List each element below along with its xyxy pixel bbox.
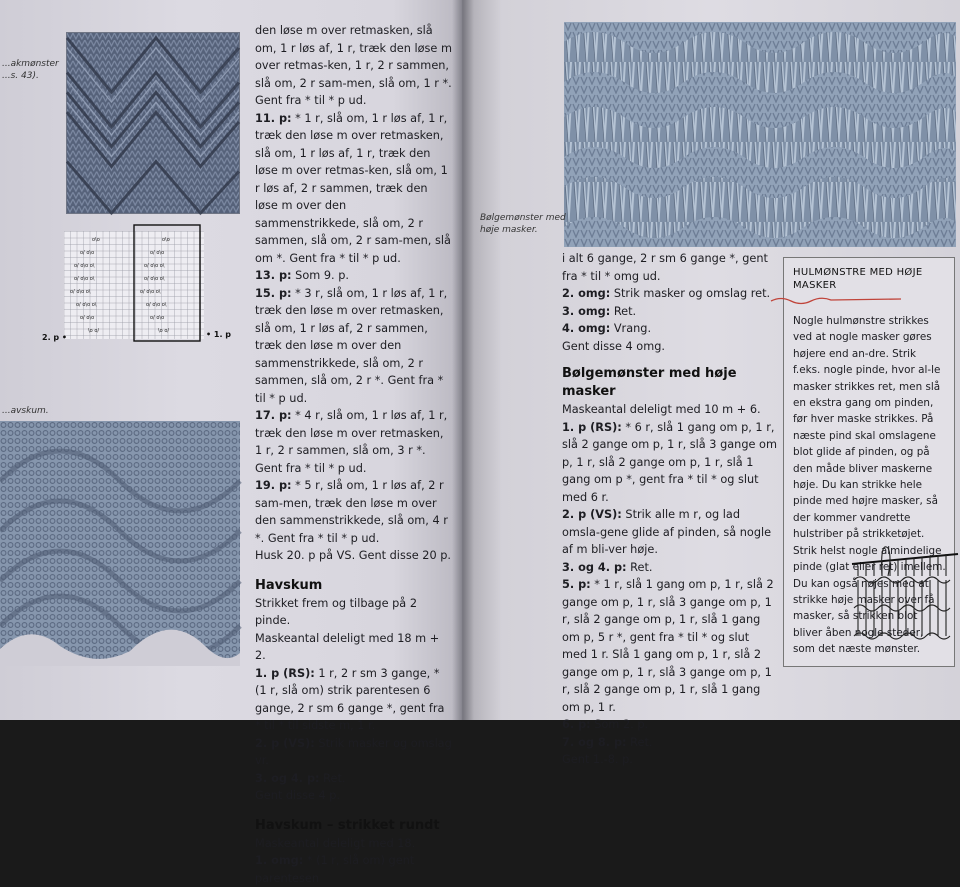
svg-text:o/ o\o o\: o/ o\o o\ xyxy=(144,263,165,269)
text-line: Maskeantal deleligt med 10 m + 6. xyxy=(562,403,761,416)
text-line: 7. og 8. p: Ret. xyxy=(562,735,653,749)
book-gutter xyxy=(452,0,474,720)
heading-havskum: Havskum xyxy=(255,577,323,593)
text-line: 4. omg: Vrang. xyxy=(562,322,652,335)
caption-bolgemonster: Bølgemønster med høje masker. xyxy=(480,213,566,235)
svg-text:o/ o\o: o/ o\o xyxy=(80,250,95,256)
text-line: 13. p: Som 9. p. xyxy=(255,269,349,282)
text-line: 11. p: * 1 r, slå om, 1 r løs af, 1 r, træk den løse m over retmasken, slå om, 1 r løs af, 1 r, træk den løse m over retmas-ken, slå om, 1 r løs af, 2 r sammen, træk den løse m over den sammenstrikkede, slå om, 2 r sammen, slå om, 2 r sam-men, slå om *. Gent fra * til * p ud. xyxy=(255,111,451,265)
havskum-swatch-photo xyxy=(0,421,240,666)
text-line: Maskeantal deleligt med 18 m + 2. xyxy=(255,631,440,662)
text-line: 17. p: * 4 r, slå om, 1 r løs af, 1 r, træk den løse m over retmasken, 1 r, 2 r sammen, slå om, 3 r *. Gent fra * til * p ud. xyxy=(255,409,448,475)
text-line: 3. og 4. p: Ret. xyxy=(562,560,653,574)
text-line: 3. omg: Ret. xyxy=(562,304,637,318)
left-page xyxy=(0,0,462,885)
svg-text:o/ o\o o\: o/ o\o o\ xyxy=(140,289,161,295)
knitting-symbol-chart xyxy=(64,225,204,340)
text-line: 2. p (VS): Strik alle m r, og lad omsla-gene glide af pinden, så nogle af m bli-ver høje. xyxy=(562,508,772,556)
text-line: 1. p (RS): * 6 r, slå 1 gang om p, 1 r, slå 2 gange om p, 1 r, slå 3 gange om p, 1 r, slå 2 gange om p, 1 r, slå 1 gang om p *, gent fra * til * og slut med 6 r. xyxy=(562,420,777,504)
svg-text:o/ o\o o\: o/ o\o o\ xyxy=(146,302,167,308)
svg-text:o/ o\o o\: o/ o\o o\ xyxy=(74,276,95,282)
chart-row-label-1: • 1. p xyxy=(206,330,232,339)
sidebar-heading: HULMØNSTRE MED HØJE MASKER xyxy=(793,267,923,291)
text-line: Gent disse 4 omg. xyxy=(562,339,665,353)
text-line: Gent disse 4 p. xyxy=(255,789,341,802)
svg-text:\o o/: \o o/ xyxy=(88,328,100,334)
squiggle-ornament xyxy=(771,295,901,305)
text-line: 1. p (RS): 1 r, 2 r sm 3 gange, * (1 r, slå om) strik parentesen 6 gange, 2 r sm 6 gange *, gent fra * til * til sidste m, 1 r. xyxy=(255,666,445,732)
svg-text:o/ o\o: o/ o\o xyxy=(80,315,95,321)
text-line: 3. og 4. p: Ret. xyxy=(255,771,346,785)
lace-swatch-photo xyxy=(66,32,240,214)
text-line: 6. p: Som 2. p. xyxy=(562,718,649,731)
svg-text:o/ o\o o\: o/ o\o o\ xyxy=(76,302,97,308)
sidebar-body: Nogle hulmønstre strikkes ved at nogle masker gøres højere end an-dre. Strik f.eks. nogle pinde, hvor al-le masker strikkes ret, men slå en ekstra gang om pinden, før hver maske strikkes. På næste pind skal omslagene blot glide af pinden, og på den måde bliver maskerne høje. Du kan strikke hele pinde med højre masker, så der kommer vandrette hulstriber på strikketøjet. Strik helst nogle almindelige pinde (glat eller ret) imellem. Du kan også nøjes med at strikke høje masker over få masker, så strikken blot bliver åben nogle steder, som det næste mønster. xyxy=(793,315,946,656)
text-line: Gent 1.-8. p. xyxy=(562,753,633,766)
svg-text:o/ o\o: o/ o\o xyxy=(150,315,165,321)
text-line: 19. p: * 5 r, slå om, 1 r løs af, 2 r sam-men, træk den løse m over den sammenstrikkede, slå om, 4 r *. Gent fra * til * p ud. xyxy=(255,479,448,545)
caption-top: ...akmønster ...s. 43). xyxy=(2,59,59,81)
heading-havskum-rundt: Havskum – strikket rundt xyxy=(255,817,440,833)
svg-text:o/ o\o o\: o/ o\o o\ xyxy=(144,276,165,282)
chart-row-label-2: 2. p • xyxy=(42,333,68,342)
heading-bolgemonster: Bølgemønster med høje masker xyxy=(562,366,737,399)
text-line: 5. p: * 1 r, slå 1 gang om p, 1 r, slå 2 gange om p, 1 r, slå 3 gange om p, 1 r, slå 2 gange om p, 1 r, slå 1 gang om p, 5 r *, gent fra * til * og slut med 1 r. Slå 1 gang om p, 1 r, slå 2 gange om p, 1 r, slå 3 gange om p, 1 r, slå 2 gange om p, 1 r, slå 1 gang om p, 1 r. xyxy=(562,578,774,714)
svg-text:o\o: o\o xyxy=(92,237,100,243)
svg-text:o/ o\o: o/ o\o xyxy=(150,250,165,256)
text-line: Husk 20. p på VS. Gent disse 20 p. xyxy=(255,549,451,562)
text-line: 1. omg: * (1 r, slå om) gent parentesen xyxy=(255,854,415,885)
caption-havskum: ...avskum. xyxy=(2,406,49,416)
text-line: 2. omg: Strik masker og omslag ret. xyxy=(562,287,771,300)
text-line: 2. p (VS): Strik masker og omslag vr. xyxy=(255,736,452,767)
bolgemonster-swatch-photo xyxy=(564,22,956,247)
knitting-needle-illustration xyxy=(852,536,958,650)
text-line: 15. p: * 3 r, slå om, 1 r løs af, 1 r, træk den løse m over retmasken, slå om, 1 r løs af, 2 r sammen, træk den løse m over den sammenstrikkede, slå om, 2 r sammen, slå om, 2 r *. Gent fra * til * p ud. xyxy=(255,286,448,405)
text-line: den løse m over retmasken, slå om, 1 r løs af, 1 r, træk den løse m over retmas-ken, 1 r, 2 r sammen, slå om, 2 r sam-men, slå om, 1 r *. Gent fra * til * p ud. xyxy=(255,24,452,107)
svg-text:\o o/: \o o/ xyxy=(158,328,170,334)
svg-text:o/ o\o o\: o/ o\o o\ xyxy=(70,289,91,295)
text-line: i alt 6 gange, 2 r sm 6 gange *, gent fra * til * omg ud. xyxy=(562,252,768,283)
text-line: Maskeantal deleligt med 18. xyxy=(255,836,416,850)
right-text-column xyxy=(562,250,777,769)
svg-text:o/ o\o o\: o/ o\o o\ xyxy=(74,263,95,269)
left-text-column xyxy=(255,22,453,887)
svg-text:o\o: o\o xyxy=(162,237,170,243)
text-line: Strikket frem og tilbage på 2 pinde. xyxy=(255,596,418,627)
